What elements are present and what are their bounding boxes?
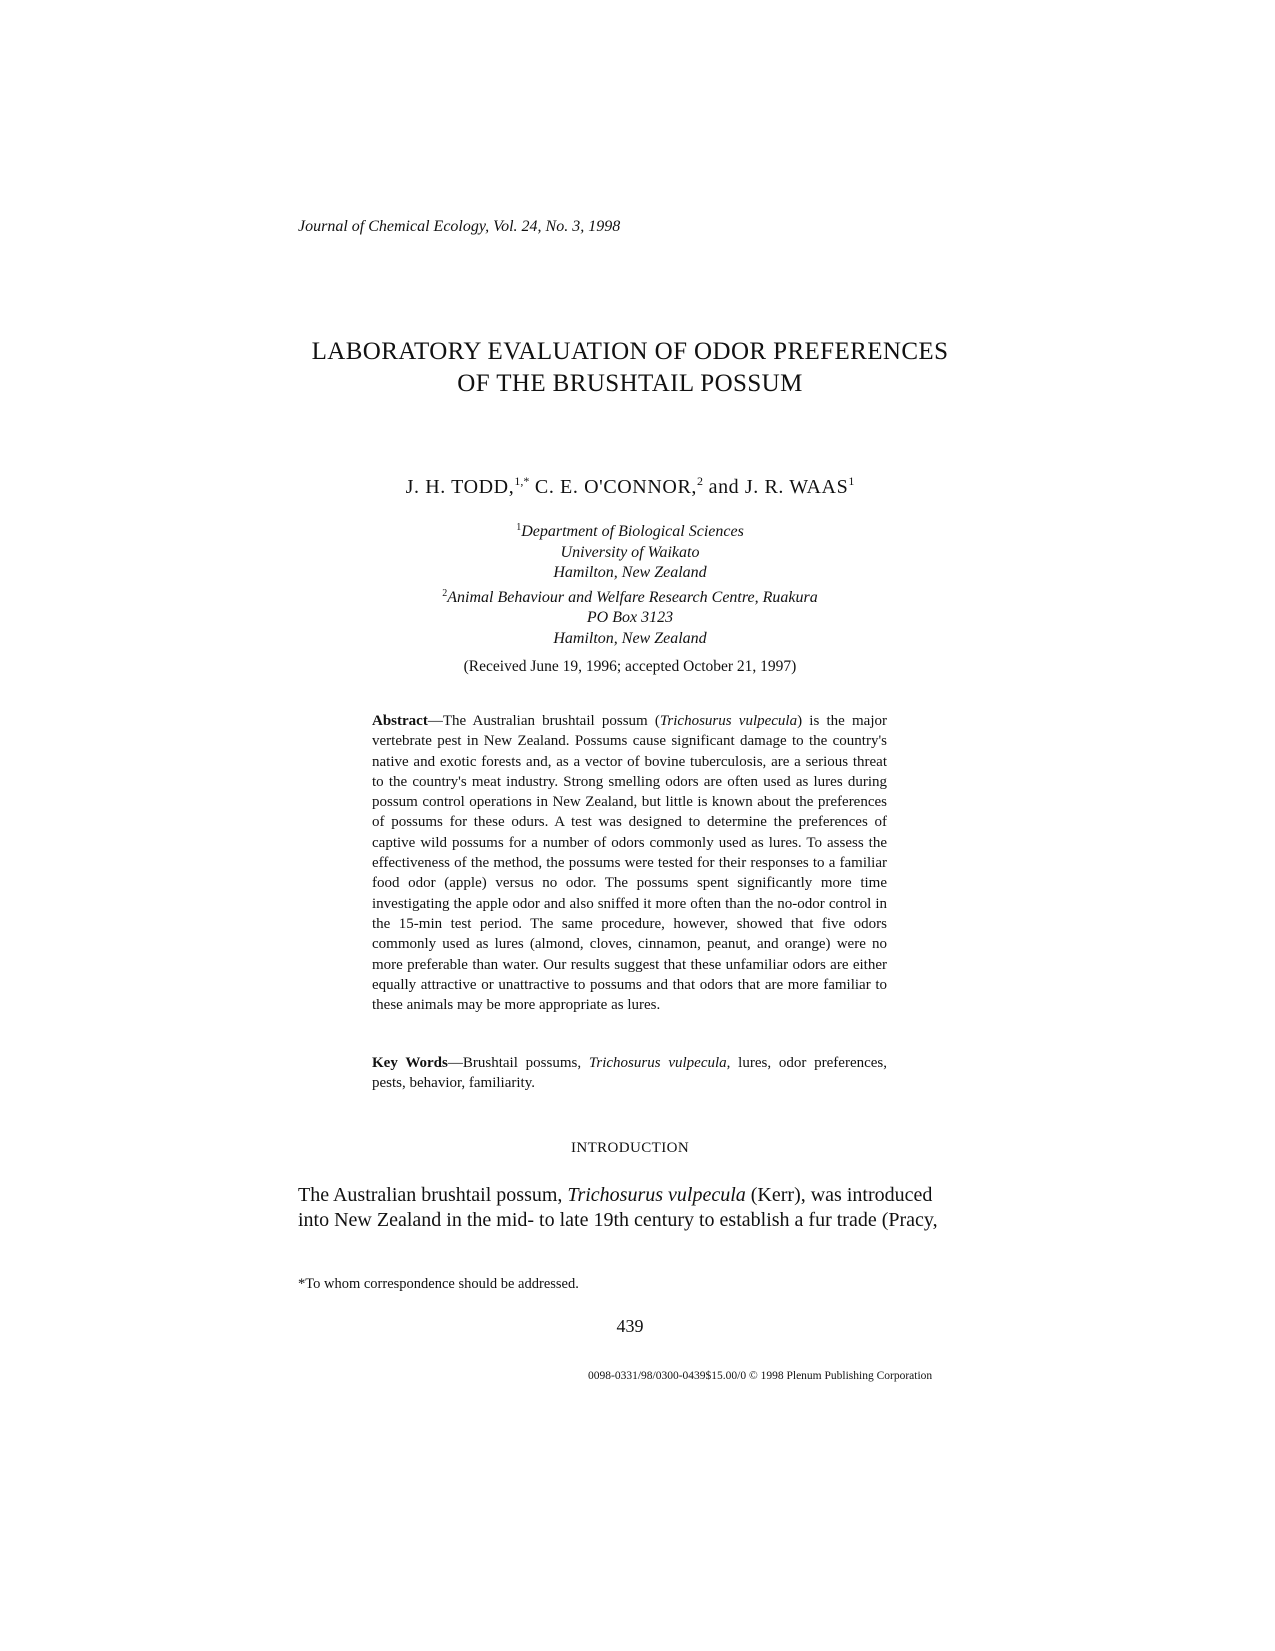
author-conjunction: and	[708, 476, 740, 498]
affiliation-line	[330, 563, 930, 584]
key-words-segment: —Brushtail possums,	[447, 1055, 589, 1071]
abstract-label: Abstract	[372, 713, 428, 729]
copyright-line: 0098-0331/98/0300-0439$15.00/0 © 1998 Plenum Publishing Corporation	[588, 1370, 933, 1382]
affiliation-text: Hamilton, New Zealand	[553, 564, 707, 581]
body-segment: into New Zealand in the mid- to late 19th century to establish a fur trade (Pracy,	[298, 1209, 938, 1231]
key-words-label: Key Words	[372, 1055, 448, 1071]
affiliation-text: Department of Biological Sciences	[521, 523, 744, 540]
title-line: OF THE BRUSHTAIL POSSUM	[457, 370, 803, 397]
body-segment: (Kerr), was introduced	[745, 1184, 933, 1206]
footnote: *To whom correspondence should be addressed.	[298, 1276, 579, 1292]
affiliation-line	[330, 608, 930, 629]
affiliation-mark: 1	[516, 522, 522, 533]
journal-citation: Journal of Chemical Ecology, Vol. 24, No. 3, 1998	[298, 218, 621, 235]
received-dates: (Received June 19, 1996; accepted October 21, 1997)	[463, 658, 797, 675]
body-text-line	[298, 1208, 958, 1233]
affiliation-text: Hamilton, New Zealand	[553, 629, 707, 647]
abstract-segment: —The Australian brushtail possum (	[427, 713, 660, 729]
page-number: 439	[616, 1316, 644, 1336]
author-list	[280, 474, 980, 499]
affiliation-text: University of Waikato	[560, 543, 700, 561]
author-affiliation-mark: 2	[696, 474, 703, 488]
affiliation-line	[330, 629, 930, 650]
author-name: J. R. WAAS	[744, 476, 849, 498]
abstract	[372, 711, 887, 1015]
author-name: C. E. O'CONNOR,	[534, 476, 697, 498]
affiliation-line	[330, 518, 930, 543]
affiliation-mark: 2	[442, 587, 448, 599]
affiliation-line	[330, 584, 930, 609]
abstract-segment: ) is the major vertebrate pest in New Zealand. Possums cause significant damage to the country's native and exotic forests and, as a vector of bovine tuberculosis, are a serious threat to the country's meat industry. Strong smelling odors are often used as lures during possum control operations in New Zealand, but little is known about the preferences of possums for these odurs. A test was designed to determine the preferences of captive wild possums for a number of odors commonly used as lures. To assess the effectiveness of the method, the possums were tested for their responses to a familiar food odor (apple) versus no odor. The possums spent significantly more time investigating the apple odor and also sniffed it more often than the no-odor control in the 15-min test period. The same procedure, however, showed that five odors commonly used as lures (almond, cloves, cinnamon, peanut, and orange) were no more preferable than water. Our results suggest that these unfamiliar odors are either equally attractive or unattractive to possums and that odors that are more familiar to these animals may be more appropriate as lures.	[372, 713, 887, 1014]
abstract-segment-italic: Trichosurus vulpecula	[659, 713, 798, 729]
body-segment-italic: Trichosurus vulpecula	[567, 1184, 746, 1206]
affiliation-text: PO Box 3123	[586, 609, 674, 626]
body-text-line	[298, 1183, 958, 1208]
key-words	[372, 1053, 887, 1094]
article-title	[280, 336, 980, 400]
author-name: J. H. TODD,	[405, 476, 515, 498]
section-heading: INTRODUCTION	[570, 1140, 690, 1156]
affiliation-text: Animal Behaviour and Welfare Research Centre, Ruakura	[447, 588, 818, 606]
body-segment: The Australian brushtail possum,	[298, 1184, 568, 1206]
affiliations	[330, 518, 930, 649]
title-line: LABORATORY EVALUATION OF ODOR PREFERENCES	[311, 338, 949, 365]
affiliation-line	[330, 543, 930, 564]
author-affiliation-mark: 1	[848, 474, 855, 488]
key-words-segment: , lures, odor preferences, pests, behavior, familiarity.	[372, 1055, 887, 1092]
key-words-segment-italic: Trichosurus vulpecula	[588, 1055, 727, 1071]
author-affiliation-mark: 1,*	[514, 474, 530, 488]
introduction-body	[298, 1183, 958, 1233]
